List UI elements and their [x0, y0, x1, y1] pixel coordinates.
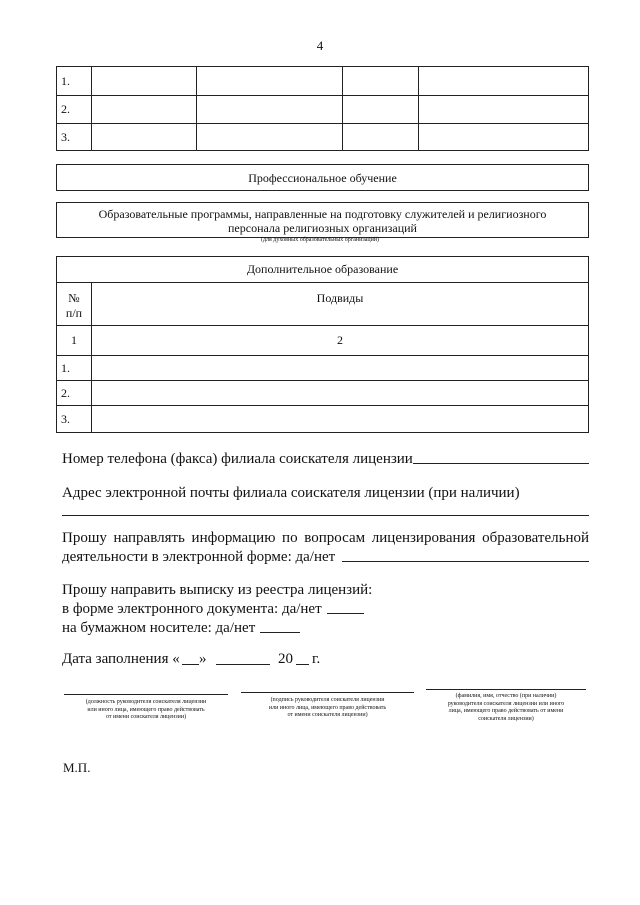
caption-line: от имени соискателя лицензии): [105, 714, 187, 720]
full-name-caption: [426, 693, 586, 723]
email-label: Адрес электронной почты филиала соискателя лицензии (при наличии): [62, 485, 520, 501]
top-table: [56, 66, 589, 151]
row-number: 3.: [57, 124, 92, 151]
request-info-line2: деятельности в электронной форме: да/нет: [62, 549, 336, 565]
page-number: 4: [316, 38, 324, 53]
caption-line: от имени соискателя лицензии): [287, 712, 368, 718]
email-field[interactable]: [62, 515, 589, 516]
caption-line: (должность руководителя соискателя лицензии: [85, 699, 207, 705]
caption-line: или иного лица, имеющего право действовать: [268, 704, 387, 711]
phone-label: Номер телефона (факса) филиала соискателя лицензии: [62, 451, 413, 467]
table-cell[interactable]: [419, 67, 589, 96]
additional-education-title: Дополнительное образование: [57, 257, 589, 283]
paper-field[interactable]: [260, 632, 300, 633]
col-number-line2: п/п: [65, 306, 83, 320]
date-day-field[interactable]: [182, 664, 199, 665]
date-year-field[interactable]: [296, 664, 309, 665]
caption-line: (подпись руководителя соискателя лицензии: [270, 697, 385, 703]
row-number: 2.: [57, 381, 92, 406]
religious-programs-line1: Образовательные программы, направленные на подготовку служителей и религиозного: [98, 207, 547, 221]
caption-line: (фамилия, имя, отчество (при наличии): [455, 693, 557, 699]
row-number: 2.: [57, 96, 92, 124]
electronic-doc-field[interactable]: [327, 613, 364, 614]
professional-training-title: Профессиональное обучение: [248, 171, 397, 185]
caption-line: лица, имеющего право действовать от имени: [448, 708, 564, 714]
caption-line: соискателя лицензии): [478, 715, 534, 722]
table-cell[interactable]: [92, 124, 197, 151]
religious-programs-note: (для духовных образовательных организаций): [261, 237, 379, 243]
caption-line: или иного лица, имеющего право действовать: [87, 706, 205, 713]
index-number: 1: [57, 326, 92, 356]
row-number: 3.: [57, 406, 92, 433]
stamp-place: М.П.: [63, 760, 91, 775]
extract-line1: Прошу направить выписку из реестра лицензий:: [62, 582, 373, 598]
table-cell[interactable]: [92, 356, 589, 381]
table-cell[interactable]: [197, 96, 343, 124]
position-caption: [64, 699, 228, 722]
request-info-line1: Прошу направлять информацию по вопросам лицензирования образовательной: [62, 530, 589, 546]
date-prefix: Дата заполнения «: [62, 651, 180, 667]
religious-programs-line2: персонала религиозных организаций: [228, 221, 417, 235]
table-cell[interactable]: [343, 124, 419, 151]
date-suffix: г.: [312, 651, 321, 667]
row-number: 1.: [57, 356, 92, 381]
signature-field[interactable]: [241, 692, 414, 693]
date-year: 20: [278, 651, 293, 667]
additional-education-table: [56, 256, 589, 433]
professional-training-box: [56, 164, 589, 191]
col-number-line1: №: [68, 291, 80, 305]
date-month-field[interactable]: [216, 664, 270, 665]
table-cell[interactable]: [343, 67, 419, 96]
table-cell[interactable]: [419, 96, 589, 124]
date-mid: »: [199, 651, 207, 667]
full-name-field[interactable]: [426, 689, 586, 690]
row-number: 1.: [57, 67, 92, 96]
col-subtypes-header: Подвиды: [92, 283, 589, 326]
table-cell[interactable]: [92, 96, 197, 124]
table-cell[interactable]: [92, 406, 589, 433]
table-cell[interactable]: [197, 124, 343, 151]
index-subtypes: 2: [92, 326, 589, 356]
extract-line2: в форме электронного документа: да/нет: [62, 601, 322, 617]
religious-programs-box: [56, 202, 589, 238]
position-field[interactable]: [64, 694, 228, 695]
signature-caption: [241, 697, 414, 720]
phone-field[interactable]: [413, 463, 589, 464]
table-cell[interactable]: [419, 124, 589, 151]
col-number-header: [57, 283, 92, 326]
table-cell[interactable]: [197, 67, 343, 96]
table-cell[interactable]: [343, 96, 419, 124]
table-cell[interactable]: [92, 67, 197, 96]
table-cell[interactable]: [92, 381, 589, 406]
extract-line3: на бумажном носителе: да/нет: [62, 620, 256, 636]
request-info-field[interactable]: [342, 561, 589, 562]
caption-line: руководителя соискателя лицензии или иного: [447, 700, 565, 707]
